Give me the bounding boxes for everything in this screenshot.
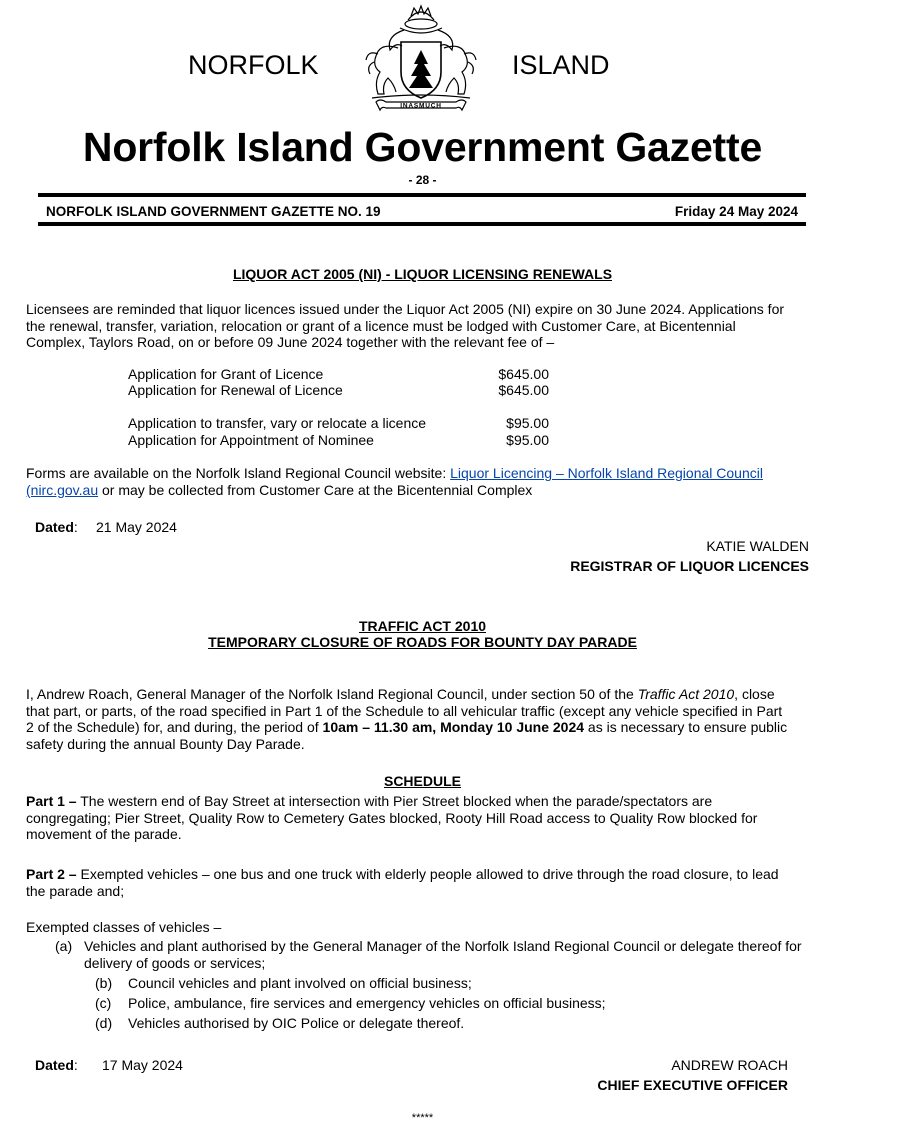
end-stars: *****	[411, 1112, 434, 1124]
liquor-heading: LIQUOR ACT 2005 (NI) - LIQUOR LICENSING RENEWALS	[232, 266, 613, 282]
fee-label: Application for Renewal of Licence	[128, 382, 343, 398]
traffic-dated: Dated:	[35, 1057, 78, 1073]
traffic-subheading: TEMPORARY CLOSURE OF ROADS FOR BOUNTY DAY PARADE	[208, 634, 637, 650]
nirc-website-link[interactable]: (nirc.gov.au	[26, 481, 99, 498]
forms-paragraph	[26, 465, 826, 498]
list-item: Vehicles and plant authorised by the General Manager of the Norfolk Island Regional Council or delegate thereof for	[84, 938, 802, 954]
fee-label: Application for Appointment of Nominee	[128, 432, 374, 448]
gazette-title: Norfolk Island Government Gazette	[82, 124, 763, 170]
fee-amount: $645.00	[498, 366, 549, 382]
liquor-signatory-title: REGISTRAR OF LIQUOR LICENCES	[570, 558, 809, 574]
header-rule-top	[38, 193, 806, 197]
schedule-part-1: Part 1 – The western end of Bay Street at intersection with Pier Street blocked when the parade/spectators are congregating; Pier Street, Quality Row to Cemetery Gates blocked, Rooty Hill Road access to Quality Row blocked for movement of the parade.	[26, 793, 758, 842]
traffic-signatory-name: ANDREW ROACH	[671, 1057, 788, 1073]
traffic-heading: TRAFFIC ACT 2010	[358, 618, 487, 634]
fee-amount: $95.00	[506, 415, 549, 431]
liquor-dated-value: 21 May 2024	[96, 519, 177, 535]
forms-text: Forms are available on the Norfolk Island Regional Council website:	[26, 465, 451, 481]
liquor-intro-line: Licensees are reminded that liquor licences issued under the Liquor Act 2005 (NI) expire on 30 June 2024. Applications for	[26, 301, 785, 317]
liquor-dated: Dated:	[35, 519, 78, 535]
traffic-act-citation: Traffic Act 2010	[637, 686, 735, 702]
traffic-body: I, Andrew Roach, General Manager of the Norfolk Island Regional Council, under section 50 of the Traffic Act 2010, close that part, or parts, of the road specified in Part 1 of the Schedule to all vehicular traffic (except any vehicle specified in Part 2 of the Schedule) for, and during, the period of 10am – 11.30 am, Monday 10 June 2024 as is necessary to ensure public safety during the annual Bounty Day Parade.	[26, 686, 788, 752]
list-item: Council vehicles and plant involved on official business;	[128, 975, 472, 991]
exempt-heading: Exempted classes of vehicles –	[26, 919, 222, 935]
masthead-right-word: ISLAND	[512, 50, 610, 80]
liquor-intro-line: Complex, Taylors Road, on or before 09 June 2024 together with the relevant fee of –	[26, 334, 555, 350]
dated-label: Dated	[35, 1057, 74, 1073]
schedule-heading: SCHEDULE	[383, 773, 461, 789]
liquor-intro	[26, 301, 826, 351]
liquor-signatory-name: KATIE WALDEN	[706, 538, 809, 554]
part-1-label: Part 1 –	[26, 793, 77, 809]
forms-tail-text: or may be collected from Customer Care at the Bicentennial Complex	[98, 481, 533, 498]
liquor-intro-line: the renewal, transfer, variation, relocation or grant of a licence must be lodged with Customer Care, at Bicentennial	[26, 317, 736, 334]
fee-label: Application to transfer, vary or relocate a licence	[128, 415, 427, 431]
header-rule-bottom	[38, 222, 806, 226]
gazette-number: NORFOLK ISLAND GOVERNMENT GAZETTE NO. 19	[46, 204, 381, 219]
page-number: - 28 -	[408, 173, 437, 187]
fee-amount: $95.00	[506, 432, 549, 448]
traffic-signatory-title: CHIEF EXECUTIVE OFFICER	[597, 1077, 788, 1093]
schedule-part-2: Part 2 – Exempted vehicles – one bus and one truck with elderly people allowed to drive through the road closure, to lead the parade and;	[26, 866, 779, 899]
norfolk-crest-icon	[356, 2, 486, 118]
fee-label: Application for Grant of Licence	[128, 366, 324, 382]
list-marker: (d)	[95, 1015, 113, 1031]
masthead-left-word: NORFOLK	[188, 50, 319, 80]
closure-period: 10am – 11.30 am, Monday 10 June 2024	[322, 719, 585, 735]
list-marker: (c)	[95, 995, 112, 1011]
liquor-licencing-link[interactable]: Liquor Licencing – Norfolk Island Regional Council	[450, 465, 763, 481]
crest-motto: INASMUCH	[400, 102, 442, 110]
gazette-date: Friday 24 May 2024	[674, 204, 798, 219]
part-2-label: Part 2 –	[26, 866, 77, 882]
dated-label: Dated	[35, 519, 74, 535]
list-marker: (a)	[55, 938, 73, 954]
list-item: delivery of goods or services;	[84, 955, 266, 971]
fee-amount: $645.00	[498, 382, 549, 398]
list-item: Vehicles authorised by OIC Police or delegate thereof.	[128, 1015, 465, 1031]
traffic-dated-value: 17 May 2024	[102, 1057, 183, 1073]
list-marker: (b)	[95, 975, 113, 991]
list-item: Police, ambulance, fire services and emergency vehicles on official business;	[128, 995, 606, 1011]
